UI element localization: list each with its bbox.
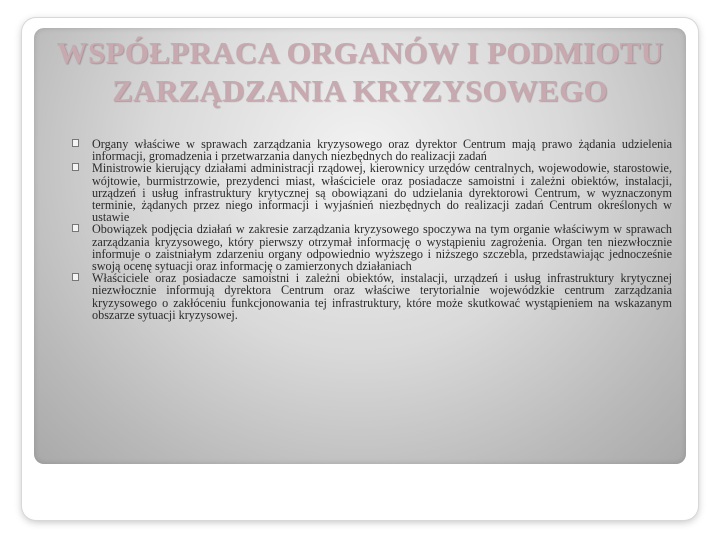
bullet-text: Organy właściwe w sprawach zarządzania kryzysowego oraz dyrektor Centrum mają prawo żądania udzielenia informacji, gromadzenia i przetwarzania danych niezbędnych do realizacji zadań	[92, 137, 672, 164]
bullet-item	[76, 138, 672, 162]
bullet-list	[76, 138, 672, 321]
bullet-square-icon	[72, 273, 79, 281]
bullet-item	[76, 162, 672, 223]
bullet-item	[76, 272, 672, 321]
slide-title-line-2: ZARZĄDZANIA KRYZYSOWEGO	[112, 73, 608, 108]
bullet-square-icon	[72, 163, 79, 171]
bullet-text: Ministrowie kierujący działami administracji rządowej, kierownicy urzędów centralnych, wojewodowie, starostowie, wójtowie, burmistrzowie, prezydenci miast, właściciele oraz posiadacze samoistni i zależni obiektów, instalacji, urządzeń i usług infrastruktury krytycznej są obowiązani do udzielania dyrektorowi Centrum, w wyznaczonym terminie, żądanych przez niego informacji i wyjaśnień niezbędnych do realizacji zadań Centrum określonych w ustawie	[92, 161, 672, 225]
bullet-text: Właściciele oraz posiadacze samoistni i zależni obiektów, instalacji, urządzeń i usług infrastruktury krytycznej niezwłocznie informują dyrektora Centrum oraz właściwe terytorialnie wojewódzkie centrum zarządzania kryzysowego o zakłóceniu funkcjonowania tej infrastruktury, które może skutkować wystąpieniem na wskazanym obszarze sytuacji kryzysowej.	[92, 271, 672, 322]
bullet-item	[76, 223, 672, 272]
bullet-square-icon	[72, 224, 79, 232]
slide-title-line-1: WSPÓŁPRACA ORGANÓW I PODMIOTU	[56, 35, 664, 70]
bullet-square-icon	[72, 139, 79, 147]
bullet-text: Obowiązek podjęcia działań w zakresie zarządzania kryzysowego spoczywa na tym organie właściwym w sprawach zarządzania kryzysowego, który pierwszy otrzymał informację o wystąpieniu zagrożenia. Organ ten niezwłocznie informuje o zaistniałym zdarzeniu organy odpowiednio wyższego i niższego szczebla, przedstawiając jednocześnie swoją ocenę sytuacji oraz informację o zamierzonych działaniach	[92, 222, 672, 274]
slide-title	[34, 34, 686, 110]
